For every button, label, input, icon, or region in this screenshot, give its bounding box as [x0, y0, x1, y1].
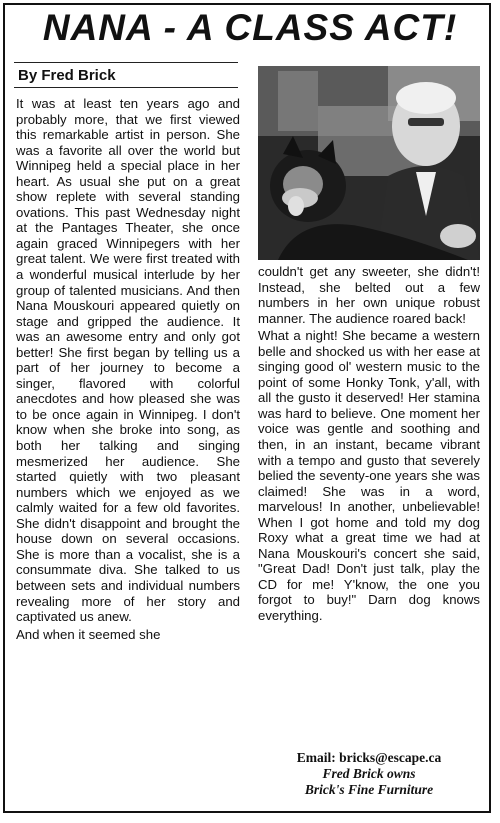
article-paragraph: What a night! She became a western belle and shocked us with her ease at singing good ol' western music to the point of some Honky Tonk, y'all, with all the gusto it deserved! Her stamina was hard to believe. One moment her voice was gentle and soothing and then, in an instant, became vibrant with a tempo and gusto that severely belied the seventy-one years she was claimed! She was in a word, marvelous! In another, unbelievable! When I got home and told my dog Roxy what a great time we had at Nana Mouskouri's concert she said, "Great Dad! Don't just talk, play the CD for me! Y'know, the one you forgot to buy!" Darn dog knows everything. [258, 328, 480, 624]
article-paragraph: And when it seemed she [16, 626, 161, 642]
author-signature [258, 750, 480, 798]
byline: By Fred Brick [14, 62, 238, 88]
author-email: Email: bricks@escape.ca [296, 750, 442, 765]
photo-image [258, 66, 480, 260]
article-paragraph: couldn't get any sweeter, she didn't! Instead, she belted out a few numbers in her own unique robust manner. The audience roared back! [258, 264, 480, 326]
headline: NANA - A CLASS ACT! [42, 7, 458, 48]
author-note-line1: Fred Brick owns [322, 766, 416, 781]
author-note-line2: Brick's Fine Furniture [304, 782, 434, 797]
article-column-right [258, 264, 480, 626]
author-with-dog-photo [258, 66, 480, 260]
article-paragraph: It was at least ten years ago and probably more, that we first viewed this remarkable artist in person. She was a favorite all over the world but Winnipeg held a special place in her heart. As usual she put on a great show replete with several standing ovations. This past Wednesday night at the Pantages Theater, she once again graced Winnipegers with her great talent. We were first treated with a wonderful musical interlude by her group of talented musicians. And then Nana Mouskouri appeared quietly on stage and gripped the audience. It was an awesome entry and only got better! She first began by telling us a part of her journey to become a singer, flavored with colorful anecdotes and how pleased she was to be once again in Winnipeg. I don't know when she broke into song, as both her talking and singing mesmerized her audience. She started quietly with two pleasant numbers which we enjoyed as we calmly waited for a few old favorites. She didn't disappoint and brought the house down on several occasions. She is more than a vocalist, she is a consummate diva. She talked to us between sets and individual numbers revealing more of her story and captivated us anew. [16, 96, 240, 625]
article-column-left [16, 96, 240, 644]
